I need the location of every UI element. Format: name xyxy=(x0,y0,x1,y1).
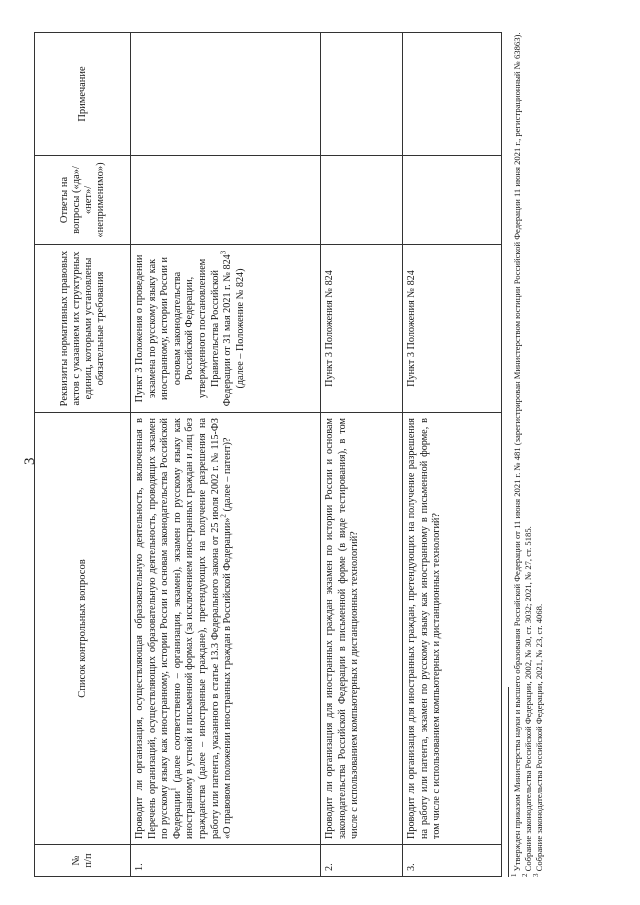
table-row xyxy=(321,33,403,877)
row-note xyxy=(131,33,321,156)
row-answer xyxy=(131,156,321,245)
row-num: 1. xyxy=(131,845,321,877)
row-num: 3. xyxy=(403,845,502,877)
footnote-separator xyxy=(508,687,509,877)
header-answers: Ответы на вопросы («да»/ «нет»/ «неприменимо») xyxy=(35,156,131,245)
row-requisite: Пункт 3 Положения № 824 xyxy=(403,245,502,413)
row-question: Проводит ли организация для иностранных граждан, претендующих на получение разрешения на работу или патента, экзамен по русскому языку как иностранному в письменной форме, в том числе с использованием компьютерных и дистанционных технологий? xyxy=(403,413,502,845)
row-requisite: Пункт 3 Положения № 824 xyxy=(321,245,403,413)
footnotes xyxy=(512,32,544,877)
row-requisite: Пункт 3 Положения о проведении экзамена по русскому языку как иностранному, истории России и основам законодательства Российской Федерации, утвержденного постановлением Правительства Российской Федерации от 31 мая 2021 г. № $824^3$ (далее – Положение № 824) xyxy=(131,245,321,413)
header-num: № п/п xyxy=(35,845,131,877)
table-row xyxy=(403,33,502,877)
row-answer xyxy=(321,156,403,245)
checklist-table xyxy=(34,32,502,877)
row-note xyxy=(321,33,403,156)
footnote-2: $^2$ Собрание законодательства Российской Федерации, 2002, № 30, ст. 3032; 2021, № 27, ст. 5185. xyxy=(520,526,533,877)
header-questions: Список контрольных вопросов xyxy=(35,413,131,845)
row-note xyxy=(403,33,502,156)
header-requisites: Реквизиты нормативных правовых актов с указанием их структурных единиц, которыми установлены обязательные требования xyxy=(35,245,131,413)
row-question: Проводит ли организация для иностранных граждан экзамен по истории России и основам законодательства Российской Федерации в письменной форме (в виде тестирования), в том числе с использованием компьютерных и дистанционных технологий? xyxy=(321,413,403,845)
page-number: 3 xyxy=(22,457,38,465)
header-note: Примечание xyxy=(35,33,131,156)
table-row xyxy=(131,33,321,877)
row-num: 2. xyxy=(321,845,403,877)
table-header-row xyxy=(35,33,131,877)
footnote-1: $^1$ Утвержден приказом Министерства науки и высшего образования Российской Федерации от 11 июня 2021 г. № 481 (зарегистрирован Министерством юстиции Российской Федерации 11 июня 2021 г., регистрационный № 63863). xyxy=(510,32,522,877)
footnote-3: $^3$ Собрание законодательства Российской Федерации, 2021, № 23, ст. 4068. xyxy=(531,603,544,877)
row-answer xyxy=(403,156,502,245)
row-question: Проводит ли организация, осуществляющая образовательную деятельность, включенная в Перечень организаций, осуществляющих образовательную деятельность, проводящих экзамен по русскому языку как иностранному, истории России и основам законодательства Российской Федерации$^1$ (далее соответственно – организация, экзамен), экзамен по русскому языку как иностранному в устной и письменной формах (за исключением иностранных граждан и лиц без гражданства (далее – иностранные граждане), претендующих на получение разрешения на работу или патента, указанного в статье 13.3 Федерального закона от 25 июля 2002 г. № 115-ФЗ «О правовом положении иностранных граждан в Российской Федерации»$^2$ (далее – патент)? xyxy=(131,413,321,845)
